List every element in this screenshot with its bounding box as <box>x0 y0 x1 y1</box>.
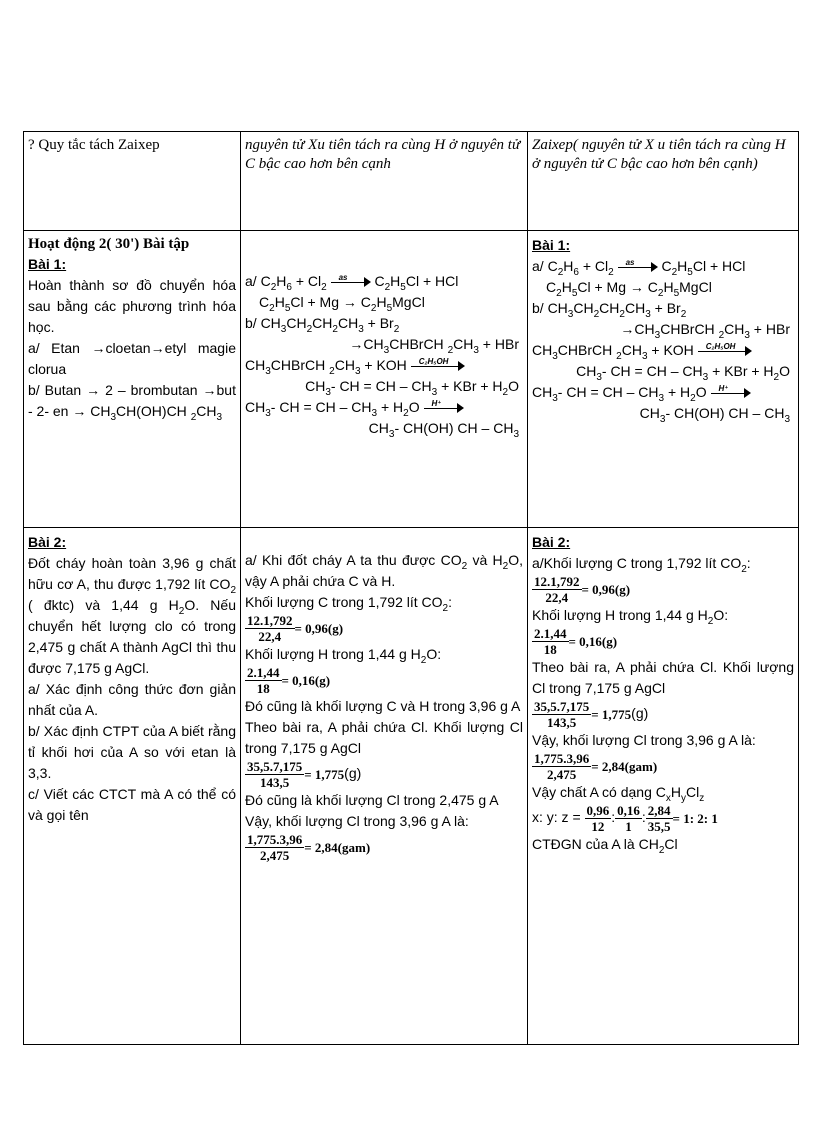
answer-formula-form: Vậy chất A có dạng $C_xH_yCl_z$ <box>532 784 705 804</box>
exercise-1-heading: Bài 1: <box>28 256 67 272</box>
equation-1: a/ $C_2H_6 + Cl_2$ as $C_2H_5Cl$ + HCl <box>245 273 459 293</box>
answer-empirical-formula: CTĐGN của A là $CH_2Cl$ <box>532 836 678 856</box>
table-row-header <box>24 132 799 231</box>
header-question: ? Quy tắc tách Zaixep <box>28 137 160 153</box>
exercise-1-part-a: a/ Etan →cloetan→etyl magie clorua <box>28 340 236 377</box>
chlorine-total-fraction: $\frac{1,775.3,96}{2,475}$ = 2,84(gam) <box>247 832 371 863</box>
answer-chlorine-total-label: Vậy, khối lượng Cl trong 3,96 g A là: <box>532 732 756 748</box>
carbon-mass-label: Khối lượng C trong 1,792 lít $CO_2$: <box>245 594 452 614</box>
hydrogen-mass-label: Khối lượng H trong 1,44 g $H_2O$: <box>245 646 442 666</box>
lesson-table <box>23 131 799 1045</box>
cell-ex1-question <box>24 231 241 528</box>
cell-ex1-teacher-answer <box>528 231 799 528</box>
header-answer-student: nguyên tử Xu tiên tách ra cùng H ở nguyên tử C bậc cao hơn bên cạnh <box>245 137 521 172</box>
chlorine-total-label: Vậy, khối lượng Cl trong 3,96 g A là: <box>245 813 469 829</box>
answer-carbon-fraction: $\frac{12.1,792}{22,4}$ = 0,96(g) <box>534 574 631 605</box>
answer-equation-5: $CH_3-$ CH = CH – $CH_3 + H_2O$ H⁺ <box>532 382 794 403</box>
chlorine-note: Theo bài ra, A phải chứa Cl. Khối lượng Cl trong 7,175 g AgCl <box>245 719 523 756</box>
exercise-2-heading: Bài 2: <box>28 534 67 550</box>
exercise-1-answer-heading: Bài 1: <box>532 237 571 253</box>
answer-equation-2: $C_2H_5Cl + Mg$ → $C_2H_5MgCl$ <box>546 279 712 299</box>
table-row-exercise-2 <box>24 528 799 1045</box>
solution-intro: a/ Khi đốt cháy A ta thu được $CO_2$ và $H_2O$, vậy A phải chứa C và H. <box>245 552 523 589</box>
exercise-1-text: Hoàn thành sơ đồ chuyển hóa sau bằng các phương trình hóa học. <box>28 277 236 335</box>
answer-hydrogen-fraction: $\frac{2.1,44}{18}$ = 0,16(g) <box>534 626 618 657</box>
equation-2: $C_2H_5Cl + Mg$ → $C_2H_5MgCl$ <box>259 294 425 314</box>
equation-5: $CH_3-$ CH = CH – $CH_3 + H_2O$ H⁺ <box>245 397 523 418</box>
cell-ex2-teacher-answer <box>528 528 799 1045</box>
exercise-2-text: Đốt cháy hoàn toàn 3,96 g chất hữu cơ A, thu được 1,792 lít $CO_2$ ( đktc) và 1,44 g $H_2O$. Nếu chuyển hết lượng clo có trong 2,475 g chất A thành AgCl thì thu được 7,175 g AgCl. <box>28 555 236 676</box>
answer-ratio: x: y: z = $\frac{0,96}{12}$ : $\frac{0,16}{1}$ : $\frac{2,84}{35,5}$ = 1: 2: 1 <box>532 803 718 834</box>
reaction-arrow-icon: as <box>618 261 658 273</box>
answer-chlorine-total-fraction: $\frac{1,775.3,96}{2,475}$ = 2,84(gam) <box>534 751 658 782</box>
ch-mass-note: Đó cũng là khối lượng C và H trong 3,96 g A <box>245 698 521 714</box>
answer-equation-3-product: $\to CH_3CHBrCH$ $_2CH_3$ + HBr <box>620 321 790 341</box>
exercise-2-part-a: a/ Xác định công thức đơn giản nhất của A. <box>28 681 236 718</box>
equation-5-product: $CH_3-$ CH(OH) CH – $CH_3$ <box>368 420 519 440</box>
table-row-exercise-1 <box>24 231 799 528</box>
answer-chlorine-fraction: $\frac{35,5.7,175}{143,5}$ = 1,775(g) <box>534 699 649 730</box>
cell-ex1-student-answer <box>241 231 528 528</box>
reaction-arrow-icon: as <box>331 276 371 288</box>
cell-header-2 <box>241 132 528 231</box>
carbon-mass-fraction: $\frac{12.1,792}{22,4}$ = 0,96(g) <box>247 613 344 644</box>
chlorine-mass-fraction: $\frac{35,5.7,175}{143,5}$ = 1,775(g) <box>247 759 362 790</box>
exercise-2-part-c: c/ Viết các CTCT mà A có thể có và gọi tên <box>28 786 236 823</box>
chlorine-mass-note: Đó cũng là khối lượng Cl trong 2,475 g A <box>245 792 499 808</box>
header-answer-teacher: Zaixep( nguyên tử X u tiên tách ra cùng H ở nguyên tử C bậc cao hơn bên cạnh) <box>532 137 786 172</box>
equation-3-product: $\to CH_3CHBrCH$ $_2CH_3$ + HBr <box>349 336 519 356</box>
reaction-arrow-icon: C₂H₅OH <box>698 345 752 357</box>
answer-equation-4: $CH_3CHBrCH$ $_2CH_3$ + KOH C₂H₅OH <box>532 340 794 361</box>
exercise-2-part-b: b/ Xác định CTPT của A biết rằng tỉ khối hơi của A so với etan là 3,3. <box>28 723 236 781</box>
equation-4-product: $CH_3-$ CH = CH – $CH_3$ + KBr + $H_2O$ <box>305 378 519 398</box>
answer-hydrogen-label: Khối lượng H trong 1,44 g $H_2O$: <box>532 607 729 627</box>
cell-ex2-question <box>24 528 241 1045</box>
answer-carbon-label: a/Khối lượng C trong 1,792 lít $CO_2$: <box>532 555 751 575</box>
reaction-arrow-icon: H⁺ <box>424 402 464 414</box>
reaction-arrow-icon: H⁺ <box>711 387 751 399</box>
answer-equation-3: b/ $CH_3CH_2CH_2CH_3 + Br_2$ <box>532 300 687 320</box>
answer-equation-4-product: $CH_3-$ CH = CH – $CH_3$ + KBr + $H_2O$ <box>576 363 790 383</box>
equation-3: b/ $CH_3CH_2CH_2CH_3 + Br_2$ <box>245 315 400 335</box>
exercise-2-answer-heading: Bài 2: <box>532 534 571 550</box>
hydrogen-mass-fraction: $\frac{2.1,44}{18}$ = 0,16(g) <box>247 665 331 696</box>
cell-ex2-student-answer <box>241 528 528 1045</box>
cell-header-1 <box>24 132 241 231</box>
cell-header-3 <box>528 132 799 231</box>
exercise-1-part-b: b/ Butan → 2 – brombutan →but - 2- en → $CH_3CH(OH)CH$ $_2CH_3$ <box>28 382 236 423</box>
answer-chlorine-note: Theo bài ra, A phải chứa Cl. Khối lượng Cl trong 7,175 g AgCl <box>532 659 794 696</box>
equation-4: $CH_3CHBrCH$ $_2CH_3$ + KOH C₂H₅OH <box>245 355 523 376</box>
answer-equation-1: a/ $C_2H_6 + Cl_2$ as $C_2H_5Cl$ + HCl <box>532 258 746 278</box>
activity-title: Hoạt động 2( 30') Bài tập <box>28 236 190 252</box>
answer-equation-5-product: $CH_3-$ CH(OH) CH – $CH_3$ <box>639 405 790 425</box>
reaction-arrow-icon: C₂H₅OH <box>411 360 465 372</box>
